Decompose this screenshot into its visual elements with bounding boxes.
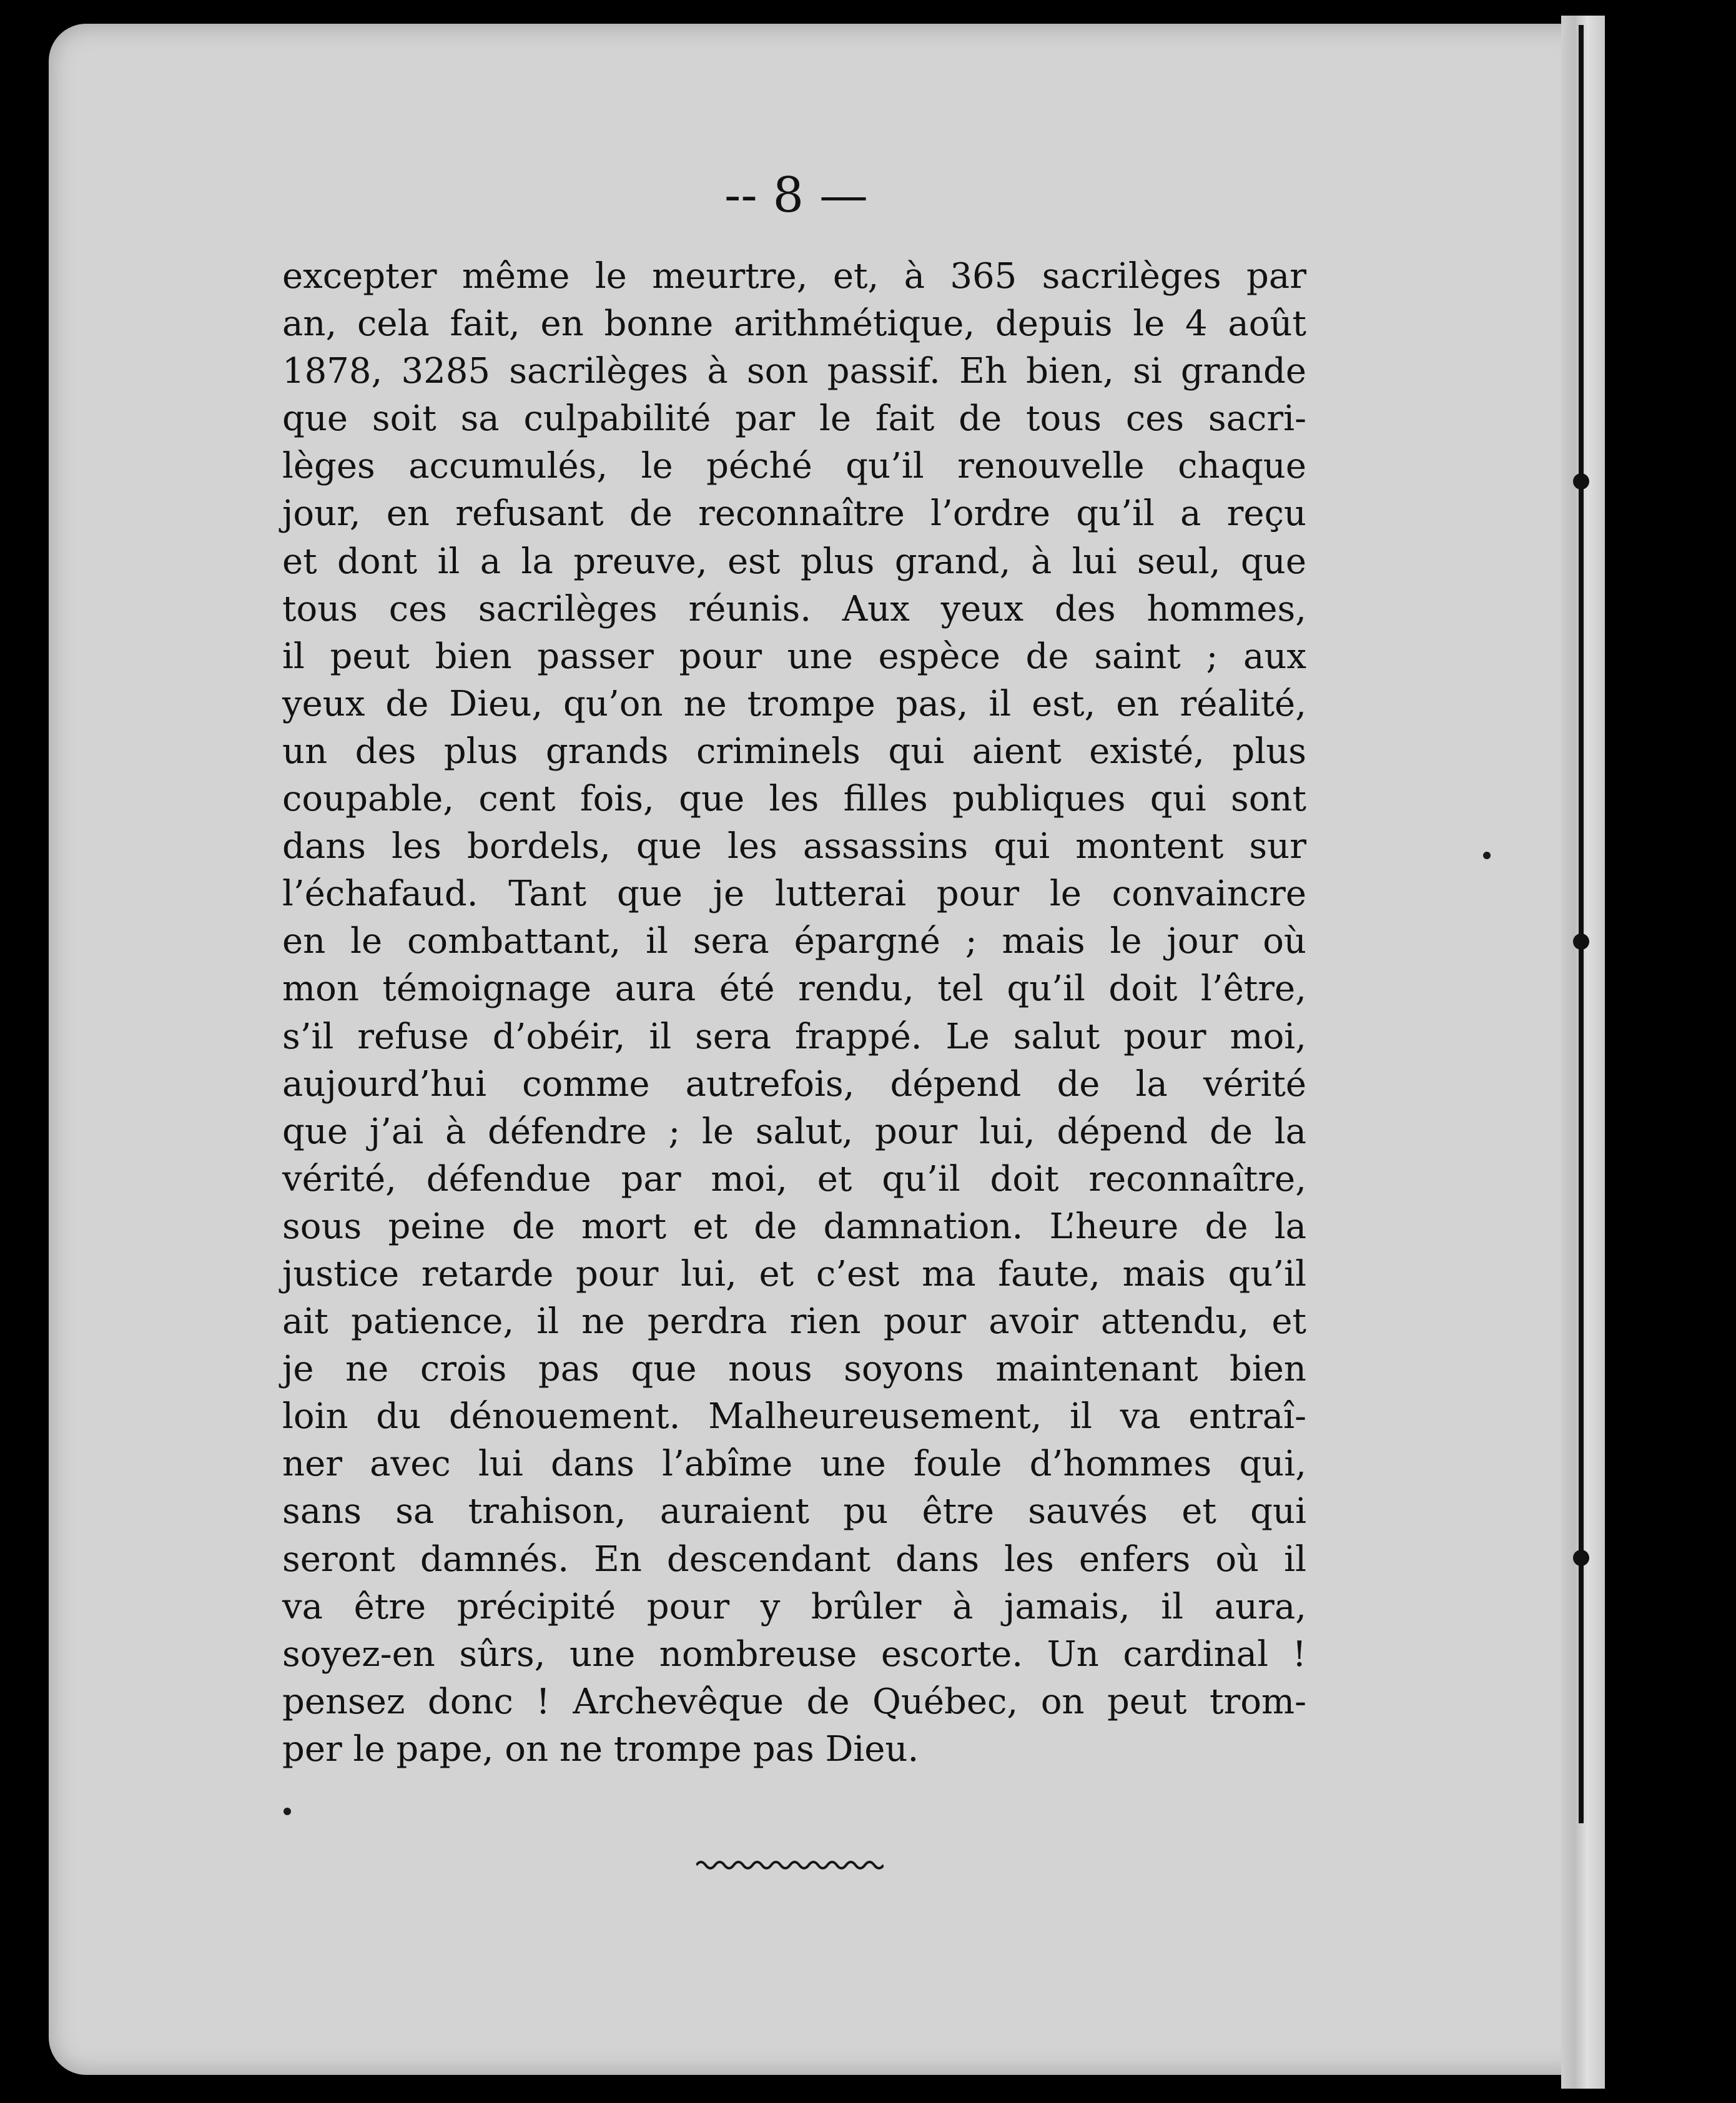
text-line: sans sa trahison, auraient pu être sauvés et qui [282, 1491, 1306, 1532]
text-line: et dont il a la preuve, est plus grand, à lui seul, que [282, 541, 1306, 582]
text-line: excepter même le meurtre, et, à 365 sacrilèges par [282, 256, 1306, 297]
body-text [282, 253, 1306, 1773]
text-line: ner avec lui dans l’abîme une foule d’hommes qui, [282, 1444, 1306, 1485]
text-line: vérité, défendue par moi, et qu’il doit reconnaître, [282, 1158, 1306, 1199]
text-line: sous peine de mort et de damnation. L’heure de la [282, 1206, 1306, 1247]
text-line: aujourd’hui comme autrefois, dépend de la vérité [282, 1063, 1306, 1105]
text-line: 1878, 3285 sacrilèges à son passif. Eh bien, si grande [282, 351, 1306, 392]
text-line: seront damnés. En descendant dans les enfers où il [282, 1539, 1306, 1580]
text-line: an, cela fait, en bonne arithmétique, depuis le 4 août [282, 303, 1306, 345]
text-line: coupable, cent fois, que les filles publiques qui sont [282, 779, 1306, 820]
text-line: loin du dénouement. Malheureusement, il va entraî- [282, 1396, 1306, 1437]
text-line: que soit sa culpabilité par le fait de tous ces sacri- [282, 398, 1306, 440]
text-line: s’il refuse d’obéir, il sera frappé. Le salut pour moi, [282, 1016, 1306, 1057]
binding-stitch [1573, 933, 1589, 950]
end-ornament [696, 1858, 884, 1873]
text-line: en le combattant, il sera épargné ; mais le jour où [282, 921, 1306, 962]
text-line: mon témoignage aura été rendu, tel qu’il doit l’être, [282, 968, 1306, 1010]
text-line: per le pape, on ne trompe pas Dieu. [282, 1728, 919, 1770]
text-line: un des plus grands criminels qui aient existé, plus [282, 731, 1306, 772]
text-line: va être précipité pour y brûler à jamais, il aura, [282, 1586, 1306, 1627]
page-number: -- 8 — [724, 167, 868, 224]
text-line: il peut bien passer pour une espèce de saint ; aux [282, 636, 1306, 677]
text-line: je ne crois pas que nous soyons maintenant bien [282, 1349, 1306, 1390]
binding-stitch [1573, 473, 1589, 490]
text-line: lèges accumulés, le péché qu’il renouvelle chaque [282, 446, 1306, 487]
ink-speck [1483, 852, 1491, 859]
binding-stitch [1573, 1550, 1589, 1566]
text-line: yeux de Dieu, qu’on ne trompe pas, il est, en réalité, [282, 683, 1306, 724]
text-line: ait patience, il ne perdra rien pour avoir attendu, et [282, 1301, 1306, 1342]
text-line: tous ces sacrilèges réunis. Aux yeux des hommes, [282, 588, 1306, 629]
text-line: pensez donc ! Archevêque de Québec, on peut trom- [282, 1681, 1306, 1722]
text-line: que j’ai à défendre ; le salut, pour lui, dépend de la [282, 1111, 1306, 1152]
text-line: soyez-en sûrs, une nombreuse escorte. Un cardinal ! [282, 1633, 1306, 1675]
text-line: l’échafaud. Tant que je lutterai pour le convaincre [282, 874, 1306, 915]
text-line: jour, en refusant de reconnaître l’ordre qu’il a reçu [282, 493, 1306, 534]
ink-speck [284, 1808, 291, 1815]
text-line: justice retarde pour lui, et c’est ma faute, mais qu’il [282, 1253, 1306, 1294]
text-line: dans les bordels, que les assassins qui montent sur [282, 826, 1306, 867]
